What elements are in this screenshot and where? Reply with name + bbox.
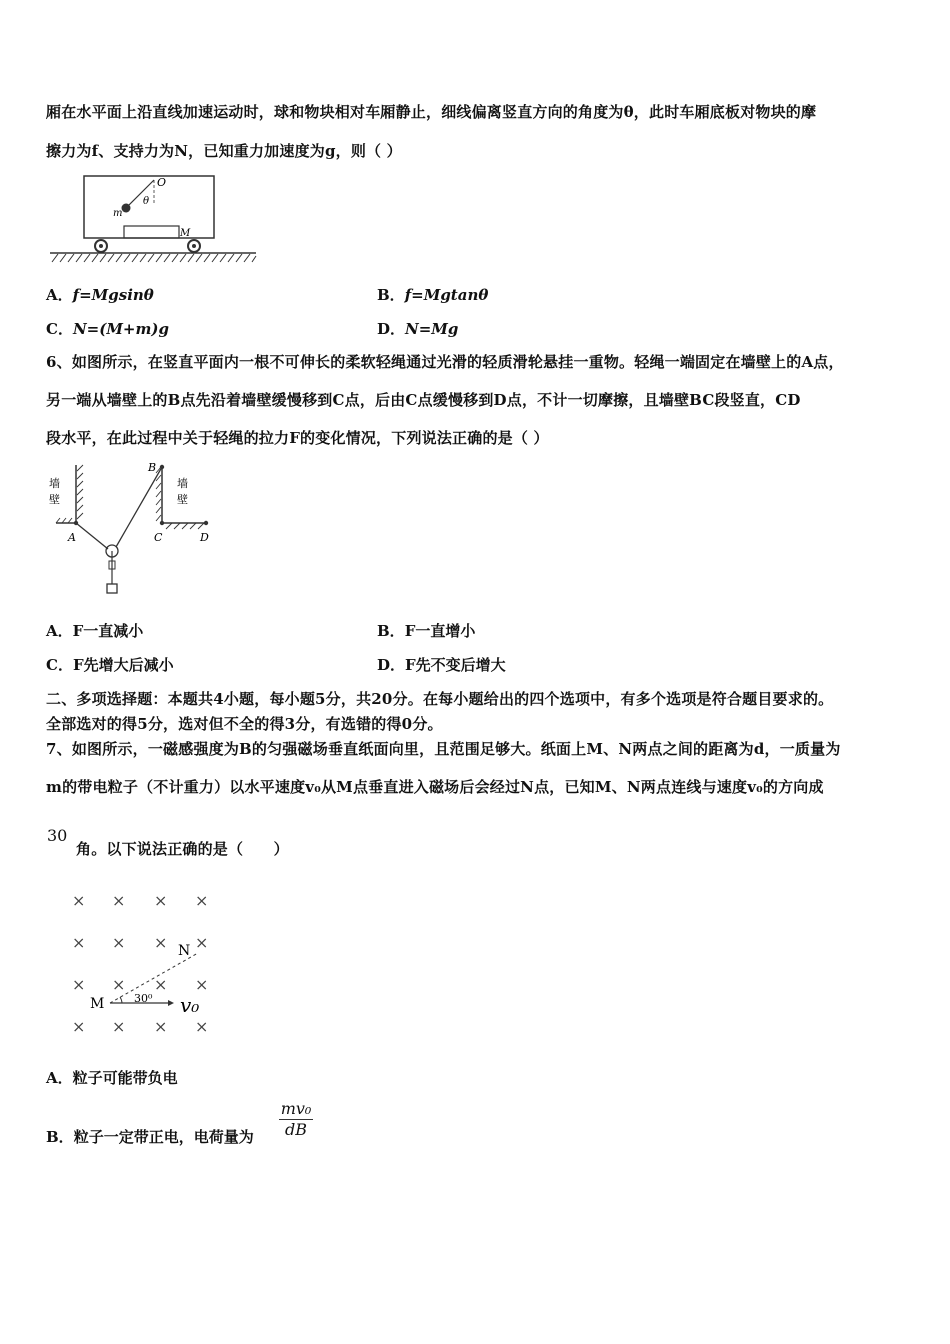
svg-text:×: ×: [112, 975, 126, 994]
q7-stem-line-2: m的带电粒子（不计重力）以水平速度v₀从M点垂直进入磁场后会经过N点，已知M、N两点连线与速度v₀的方向成: [46, 778, 824, 796]
label-c: C: [154, 531, 163, 544]
svg-text:×: ×: [195, 933, 209, 952]
label-angle: 30⁰: [134, 992, 153, 1005]
option-text: N=(M+m)g: [72, 320, 169, 338]
angle-arc: [120, 997, 122, 1003]
q7-stem-line-3: 角。以下说法正确的是（ ）: [76, 840, 289, 858]
q5-option-d[interactable]: [377, 318, 458, 339]
svg-text:×: ×: [154, 891, 168, 910]
label-a: A: [68, 531, 76, 544]
section2-line-2: 全部选对的得5分，选对但不全的得3分，有选错的得0分。: [46, 715, 443, 733]
q7-charge-fraction: [279, 1099, 313, 1139]
q5-stem-line-1: 厢在水平面上沿直线加速运动时，球和物块相对车厢静止，细线偏离竖直方向的角度为θ，此时车厢底板对物块的摩: [46, 103, 817, 121]
label-m: M: [90, 996, 105, 1012]
option-letter: B．: [377, 622, 405, 640]
label-b: B: [148, 461, 157, 474]
left-wall-label-2: 壁: [49, 493, 60, 506]
svg-text:×: ×: [72, 975, 86, 994]
rope-left: [76, 523, 108, 549]
svg-text:×: ×: [72, 933, 86, 952]
right-wall-label-2: 壁: [177, 493, 188, 506]
q6-stem-line-1: 6、如图所示，在竖直平面内一根不可伸长的柔软轻绳通过光滑的轻质滑轮悬挂一重物。轻绳一端固定在墙壁上的A点，: [46, 353, 844, 371]
right-wall-label-1: 墙: [177, 477, 188, 490]
option-text: N=Mg: [405, 320, 459, 338]
option-text: 粒子一定带正电，电荷量为: [73, 1128, 254, 1146]
option-text: f=Mgtanθ: [404, 286, 489, 304]
q7-stem-line-1: 7、如图所示，一磁感强度为B的匀强磁场垂直纸面向里，且范围足够大。纸面上M、N两点之间的距离为d，一质量为: [46, 740, 841, 758]
q6-option-c[interactable]: [46, 654, 174, 675]
q6-stem-line-2: 另一端从墙壁上的B点先沿着墙壁缓慢移到C点，后由C点缓慢移到D点，不计一切摩擦，且墙壁BC段竖直，CD: [46, 391, 801, 409]
svg-text:×: ×: [154, 975, 168, 994]
label-M: M: [180, 228, 191, 239]
fraction-numerator: mv₀: [280, 1099, 312, 1118]
option-letter: D．: [377, 320, 406, 338]
q6-stem-line-3: 段水平，在此过程中关于轻绳的拉力F的变化情况，下列说法正确的是（ ）: [46, 429, 549, 447]
option-letter: A．: [46, 1069, 73, 1087]
option-letter: A．: [46, 622, 73, 640]
option-text: F一直增小: [404, 622, 476, 640]
svg-text:×: ×: [72, 891, 86, 910]
q6-pulley-figure: [44, 459, 224, 599]
point-d: [204, 521, 208, 525]
label-v0: v₀: [180, 993, 200, 1017]
svg-text:×: ×: [112, 891, 126, 910]
q6-option-a[interactable]: [46, 620, 143, 641]
weight: [107, 584, 117, 593]
q7-magnetic-field-figure: [60, 880, 230, 1040]
label-m: m: [113, 208, 123, 219]
option-letter: D．: [377, 656, 406, 674]
q5-option-b[interactable]: [377, 284, 488, 305]
label-o: O: [157, 176, 167, 189]
q5-cart-figure: [44, 172, 264, 267]
fraction-denominator: dB: [285, 1120, 307, 1139]
point-c: [160, 521, 164, 525]
ground-hatching: [52, 254, 256, 262]
q7-option-b[interactable]: [46, 1126, 254, 1147]
svg-text:×: ×: [72, 1017, 86, 1036]
label-d: D: [200, 531, 209, 544]
q5-option-a[interactable]: [46, 284, 154, 305]
label-theta: θ: [143, 196, 150, 207]
label-n: N: [178, 943, 191, 959]
svg-text:×: ×: [112, 933, 126, 952]
pendulum-ball: [122, 204, 131, 213]
svg-text:×: ×: [154, 1017, 168, 1036]
svg-text:×: ×: [112, 1017, 126, 1036]
option-text: f=Mgsinθ: [72, 286, 154, 304]
q6-option-d[interactable]: [377, 654, 506, 675]
option-text: F先不变后增大: [405, 656, 506, 674]
svg-text:×: ×: [154, 933, 168, 952]
svg-text:×: ×: [195, 1017, 209, 1036]
q5-stem-line-2: 擦力为f、支持力为N，已知重力加速度为g，则（ ）: [46, 142, 402, 160]
section2-line-1: 二、多项选择题：本题共4小题，每小题5分，共20分。在每小题给出的四个选项中，有多个选项是符合题目要求的。: [46, 690, 834, 708]
svg-text:×: ×: [195, 891, 209, 910]
option-letter: C．: [46, 320, 73, 338]
option-text: F一直减小: [72, 622, 144, 640]
svg-text:×: ×: [195, 975, 209, 994]
q6-option-b[interactable]: [377, 620, 475, 641]
option-letter: B．: [46, 1128, 74, 1146]
option-text: F先增大后减小: [72, 656, 174, 674]
block-M: [124, 226, 179, 238]
q5-option-c[interactable]: [46, 318, 169, 339]
left-wall-label-1: 墙: [49, 477, 60, 490]
q7-angle-value: 30: [47, 826, 68, 845]
option-letter: A．: [46, 286, 73, 304]
option-letter: B．: [377, 286, 405, 304]
option-letter: C．: [46, 656, 73, 674]
option-text: 粒子可能带负电: [72, 1069, 178, 1087]
q7-option-a[interactable]: [46, 1067, 178, 1088]
pendulum-string: [127, 180, 154, 207]
